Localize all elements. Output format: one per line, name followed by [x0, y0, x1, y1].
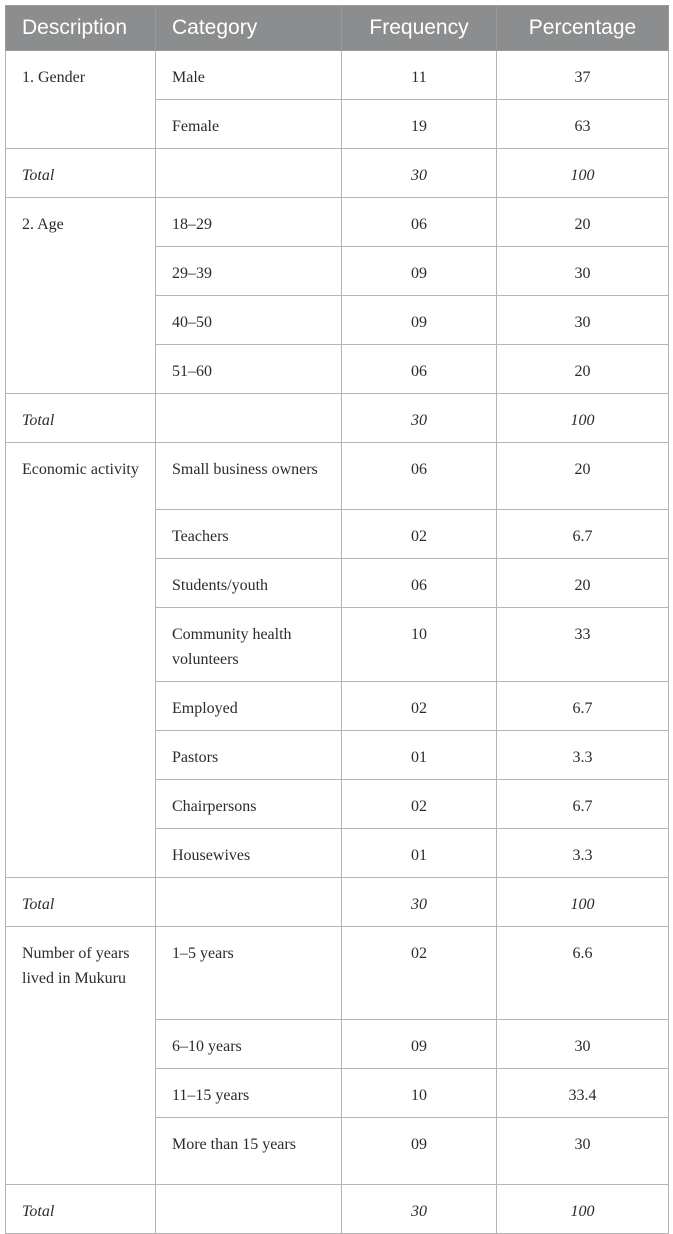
category-cell: Small business owners [156, 443, 342, 510]
total-percentage: 100 [497, 878, 669, 927]
description-cell: Number of years lived in Mukuru [6, 927, 156, 1185]
total-label: Total [6, 878, 156, 927]
frequency-cell: 06 [342, 559, 497, 608]
category-cell: Students/youth [156, 559, 342, 608]
header-percentage: Percentage [497, 6, 669, 51]
description-cell: Economic activity [6, 443, 156, 878]
percentage-cell: 6.7 [497, 780, 669, 829]
percentage-cell: 6.6 [497, 927, 669, 1020]
percentage-cell: 30 [497, 247, 669, 296]
frequency-cell: 06 [342, 198, 497, 247]
percentage-cell: 63 [497, 100, 669, 149]
percentage-cell: 30 [497, 1118, 669, 1185]
frequency-cell: 06 [342, 443, 497, 510]
total-row [6, 1185, 669, 1234]
category-cell: Community health volunteers [156, 608, 342, 682]
percentage-cell: 20 [497, 443, 669, 510]
table-row [6, 443, 669, 510]
header-category: Category [156, 6, 342, 51]
total-row [6, 394, 669, 443]
percentage-cell: 20 [497, 198, 669, 247]
percentage-cell: 3.3 [497, 829, 669, 878]
category-cell: Chairpersons [156, 780, 342, 829]
header-description: Description [6, 6, 156, 51]
total-frequency: 30 [342, 1185, 497, 1234]
total-label: Total [6, 1185, 156, 1234]
table-row [6, 51, 669, 100]
total-frequency: 30 [342, 149, 497, 198]
category-cell [156, 149, 342, 198]
category-cell: 18–29 [156, 198, 342, 247]
percentage-cell: 3.3 [497, 731, 669, 780]
description-cell: 1. Gender [6, 51, 156, 149]
category-cell: Housewives [156, 829, 342, 878]
category-cell: 1–5 years [156, 927, 342, 1020]
total-label: Total [6, 149, 156, 198]
category-cell: More than 15 years [156, 1118, 342, 1185]
table-header-row [6, 6, 669, 51]
category-cell: 51–60 [156, 345, 342, 394]
table-row [6, 927, 669, 1020]
percentage-cell: 6.7 [497, 682, 669, 731]
total-percentage: 100 [497, 394, 669, 443]
total-row [6, 878, 669, 927]
percentage-cell: 30 [497, 296, 669, 345]
percentage-cell: 20 [497, 559, 669, 608]
frequency-cell: 02 [342, 510, 497, 559]
category-cell: Teachers [156, 510, 342, 559]
category-cell [156, 394, 342, 443]
category-cell: Pastors [156, 731, 342, 780]
frequency-cell: 10 [342, 608, 497, 682]
category-cell: 11–15 years [156, 1069, 342, 1118]
total-frequency: 30 [342, 878, 497, 927]
total-frequency: 30 [342, 394, 497, 443]
frequency-cell: 02 [342, 682, 497, 731]
description-cell: 2. Age [6, 198, 156, 394]
frequency-cell: 06 [342, 345, 497, 394]
percentage-cell: 30 [497, 1020, 669, 1069]
percentage-cell: 37 [497, 51, 669, 100]
frequency-cell: 09 [342, 296, 497, 345]
percentage-cell: 6.7 [497, 510, 669, 559]
category-cell: 6–10 years [156, 1020, 342, 1069]
category-cell: 40–50 [156, 296, 342, 345]
frequency-cell: 02 [342, 780, 497, 829]
total-percentage: 100 [497, 1185, 669, 1234]
demographics-table [5, 5, 669, 1234]
header-frequency: Frequency [342, 6, 497, 51]
frequency-cell: 10 [342, 1069, 497, 1118]
category-cell: 29–39 [156, 247, 342, 296]
total-percentage: 100 [497, 149, 669, 198]
frequency-cell: 01 [342, 829, 497, 878]
percentage-cell: 20 [497, 345, 669, 394]
percentage-cell: 33 [497, 608, 669, 682]
category-cell: Employed [156, 682, 342, 731]
category-cell: Female [156, 100, 342, 149]
total-label: Total [6, 394, 156, 443]
percentage-cell: 33.4 [497, 1069, 669, 1118]
category-cell: Male [156, 51, 342, 100]
total-row [6, 149, 669, 198]
frequency-cell: 09 [342, 1020, 497, 1069]
frequency-cell: 02 [342, 927, 497, 1020]
category-cell [156, 1185, 342, 1234]
frequency-cell: 09 [342, 1118, 497, 1185]
table-row [6, 198, 669, 247]
frequency-cell: 19 [342, 100, 497, 149]
frequency-cell: 01 [342, 731, 497, 780]
frequency-cell: 09 [342, 247, 497, 296]
frequency-cell: 11 [342, 51, 497, 100]
category-cell [156, 878, 342, 927]
